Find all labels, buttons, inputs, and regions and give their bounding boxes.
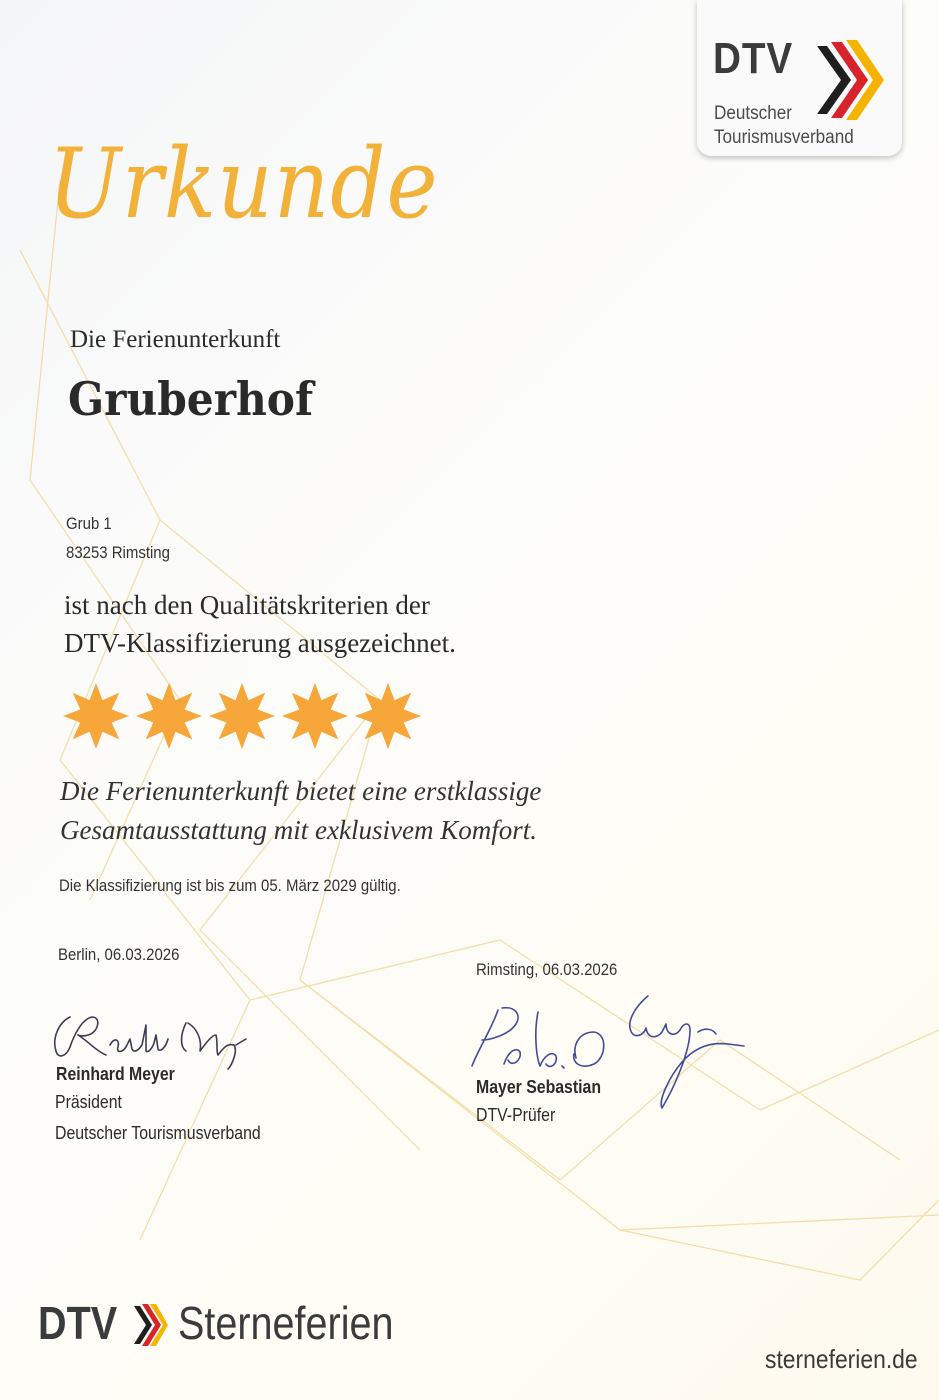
dtv-logo-badge bbox=[697, 0, 902, 156]
dtv-logo-text: DTV bbox=[713, 34, 794, 83]
signer-left-name: Reinhard Meyer bbox=[56, 1064, 175, 1084]
star-rating bbox=[62, 682, 426, 750]
dtv-logo-subtitle-line1: Deutscher bbox=[714, 103, 792, 124]
criteria-text-line1: ist nach den Qualitätskriterien der bbox=[64, 590, 430, 620]
property-name: Gruberhof bbox=[68, 372, 314, 426]
address-street: Grub 1 bbox=[66, 514, 112, 533]
star-icon bbox=[62, 682, 130, 750]
tagline-line1: Die Ferienunterkunft bietet eine erstklassige bbox=[60, 776, 542, 806]
star-icon bbox=[135, 682, 203, 750]
place-date-right: Rimsting, 06.03.2026 bbox=[476, 960, 618, 979]
signer-right-name: Mayer Sebastian bbox=[476, 1077, 602, 1097]
intro-text: Die Ferienunterkunft bbox=[70, 326, 281, 353]
star-icon bbox=[281, 682, 349, 750]
dtv-sterneferien-logo bbox=[38, 1296, 418, 1356]
footer-sterneferien-text: Sterneferien bbox=[178, 1297, 394, 1349]
signer-left-org: Deutscher Tourismusverband bbox=[55, 1123, 261, 1143]
address-city: 83253 Rimsting bbox=[66, 543, 170, 562]
signer-right-role: DTV-Prüfer bbox=[476, 1105, 556, 1125]
chevron-flag-icon bbox=[815, 38, 885, 122]
place-date-left: Berlin, 06.03.2026 bbox=[58, 945, 180, 964]
star-icon bbox=[208, 682, 276, 750]
dtv-logo-subtitle-line2: Tourismusverband bbox=[714, 127, 854, 148]
footer-chevron-icon bbox=[132, 1302, 168, 1348]
criteria-text-line2: DTV-Klassifizierung ausgezeichnet. bbox=[64, 628, 456, 658]
star-icon bbox=[354, 682, 422, 750]
website-url[interactable]: sterneferien.de bbox=[765, 1344, 918, 1374]
tagline-line2: Gesamtausstattung mit exklusivem Komfort. bbox=[60, 815, 537, 845]
footer-dtv-text: DTV bbox=[38, 1297, 118, 1349]
signer-left-role: Präsident bbox=[55, 1092, 122, 1112]
certificate-title: Urkunde bbox=[48, 128, 439, 240]
validity-note: Die Klassifizierung ist bis zum 05. März 2029 gültig. bbox=[59, 876, 401, 895]
